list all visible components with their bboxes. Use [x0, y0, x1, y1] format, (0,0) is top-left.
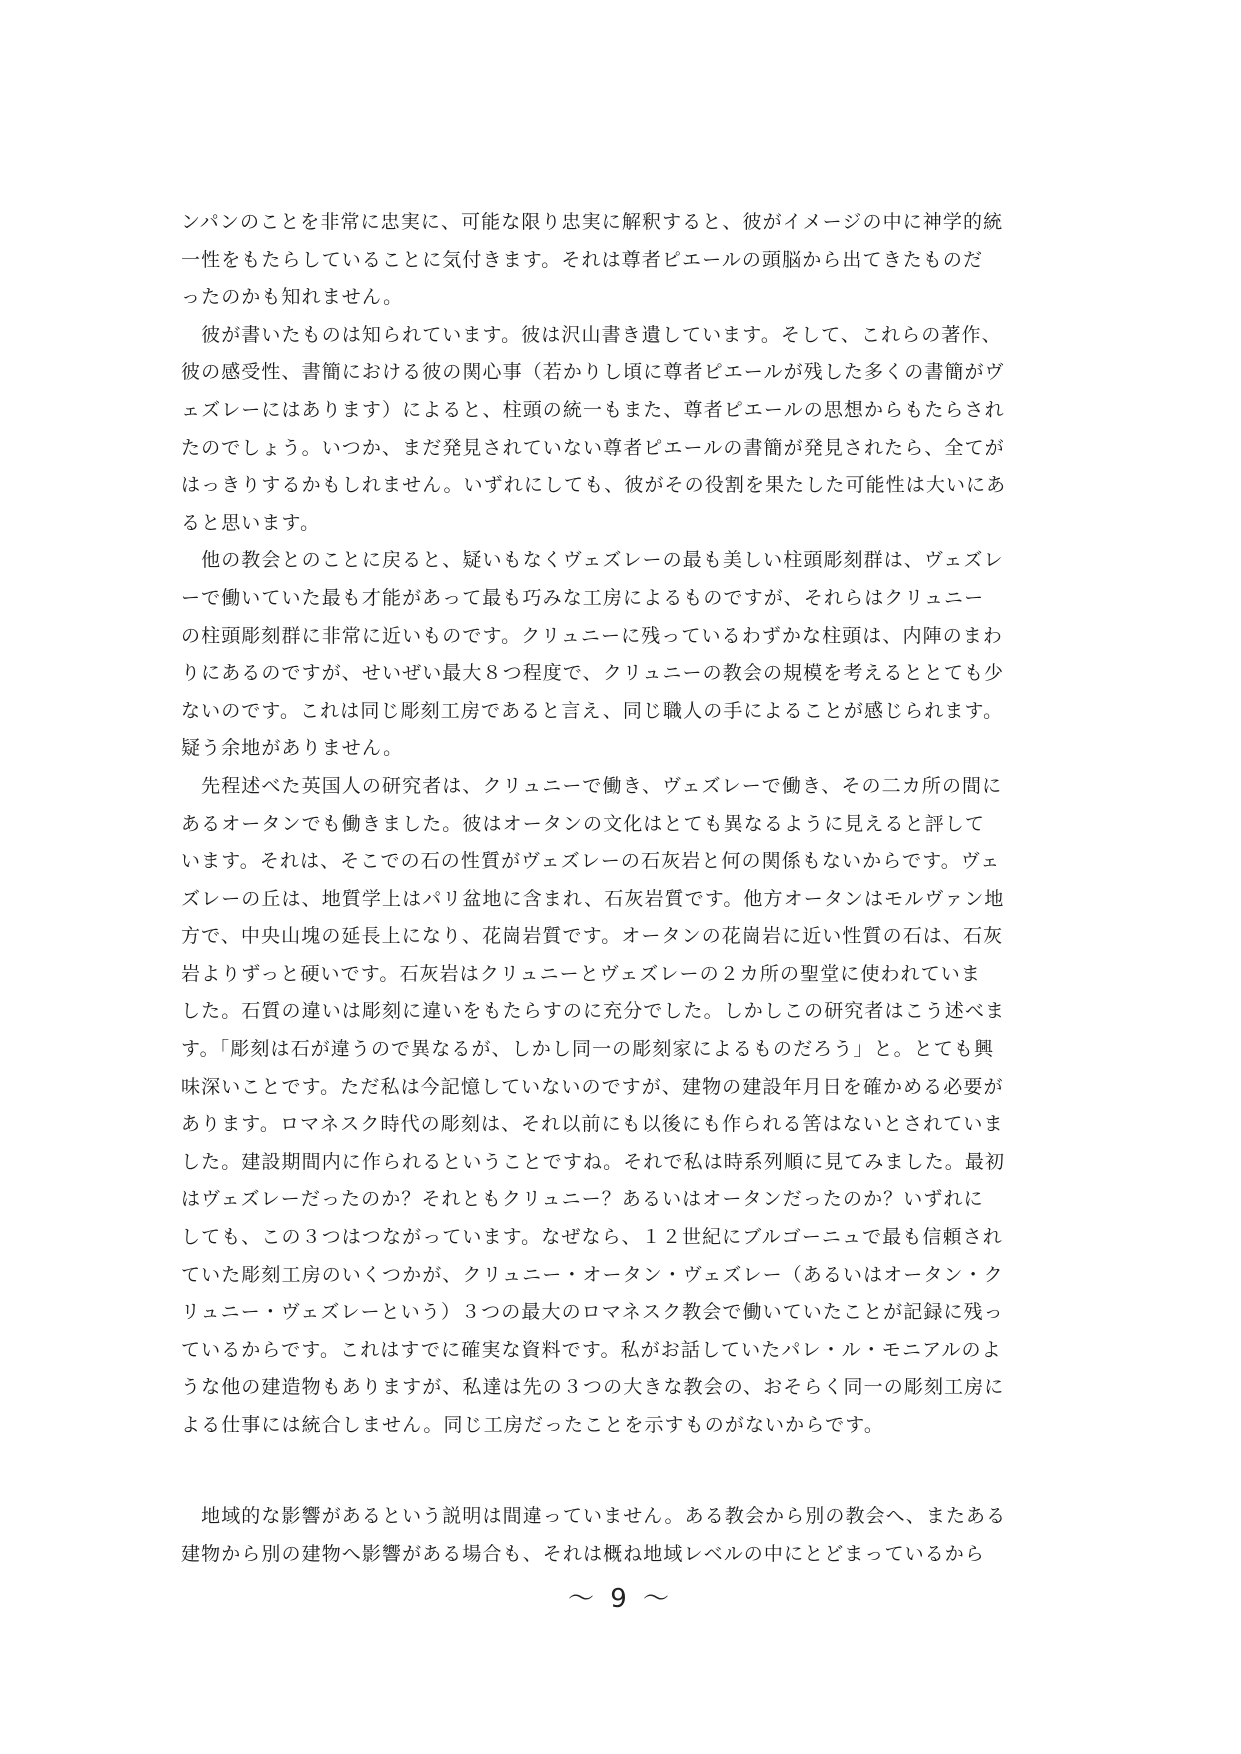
text-line: ないのです。これは同じ彫刻工房であると言え、同じ職人の手によることが感じられます。 — [181, 699, 1004, 722]
text-line: あります。ロマネスク時代の彫刻は、それ以前にも以後にも作られる筈はないとされていま — [181, 1113, 1004, 1136]
text-line: ていた彫刻工房のいくつかが、クリュニー・オータン・ヴェズレー（あるいはオータン・ク — [181, 1263, 1004, 1286]
text-line: りにあるのですが、せいぜい最大８つ程度で、クリュニーの教会の規模を考えるととても少 — [181, 662, 1005, 685]
text-line: 味深いことです。ただ私は今記憶していないのですが、建物の建設年月日を確かめる必要が — [181, 1075, 1004, 1098]
text-line: 一性をもたらしていることに気付きます。それは尊者ピエールの頭脳から出てきたものだ — [181, 248, 984, 271]
text-line: 疑う余地がありません。 — [181, 737, 404, 760]
page-number: ～ 9 ～ — [567, 1584, 674, 1614]
text-line: ェズレーにはあります）によると、柱頭の統一もまた、尊者ピエールの思想からもたらされ — [181, 398, 1005, 421]
text-line: ると思います。 — [181, 511, 321, 534]
text-line: す。「彫刻は石が違うので異なるが、しかし同一の彫刻家によるものだろう」と。とても興 — [181, 1038, 995, 1061]
text-line: リュニー・ヴェズレーという）３つの最大のロマネスク教会で働いていたことが記録に残っ — [181, 1301, 1004, 1324]
text-line: 方で、中央山塊の延長上になり、花崗岩質です。オータンの花崗岩に近い性質の石は、石灰 — [181, 925, 1004, 948]
text-line: 彼が書いたものは知られています。彼は沢山書き遺しています。そして、これらの著作、 — [181, 323, 1002, 346]
text-line: 他の教会とのことに戻ると、疑いもなくヴェズレーの最も美しい柱頭彫刻群は、ヴェズレ — [181, 549, 1004, 572]
body-text-block — [181, 1498, 1071, 1573]
text-line: あるオータンでも働きました。彼はオータンの文化はとても異なるように見えると評して — [181, 812, 986, 835]
text-line: ているからです。これはすでに確実な資料です。私がお話していたパレ・ル・モニアルのよ — [181, 1338, 1002, 1361]
text-line: 先程述べた英国人の研究者は、クリュニーで働き、ヴェズレーで働き、その二カ所の間に — [181, 774, 1003, 797]
text-line: 彼の感受性、書簡における彼の関心事（若かりし頃に尊者ピエールが残した多くの書簡がヴ — [181, 361, 1005, 384]
text-line: ーで働いていた最も才能があって最も巧みな工房によるものですが、それらはクリュニー — [181, 586, 985, 609]
text-line: うな他の建造物もありますが、私達は先の３つの大きな教会の、おそらく同一の彫刻工房に — [181, 1376, 1005, 1399]
text-line: 岩よりずっと硬いです。石灰岩はクリュニーとヴェズレーの２カ所の聖堂に使われていま — [181, 962, 982, 985]
text-line: たのでしょう。いつか、まだ発見されていない尊者ピエールの書簡が発見されたら、全てが — [181, 436, 1005, 459]
text-line: しても、この３つはつながっています。なぜなら、１２世紀にブルゴーニュで最も信頼され — [181, 1226, 1003, 1249]
text-line: の柱頭彫刻群に非常に近いものです。クリュニーに残っているわずかな柱頭は、内陣のまわ — [181, 624, 1004, 647]
text-line: 地域的な影響があるという説明は間違っていません。ある教会から別の教会へ、またある — [181, 1505, 1007, 1527]
text-line: います。それは、そこでの石の性質がヴェズレーの石灰岩と何の関係もないからです。ヴェ — [181, 850, 1001, 873]
body-text-block — [181, 204, 1071, 1445]
text-line: した。石質の違いは彫刻に違いをもたらすのに充分でした。しかしこの研究者はこう述べま — [181, 1000, 1006, 1023]
text-line: はっきりするかもしれません。いずれにしても、彼がその役割を果たした可能性は大いにあ — [181, 474, 1007, 497]
text-line: ったのかも知れません。 — [181, 286, 404, 309]
text-line: ンパンのことを非常に忠実に、可能な限り忠実に解釈すると、彼がイメージの中に神学的統 — [181, 211, 1004, 233]
text-line: ズレーの丘は、地質学上はパリ盆地に含まれ、石灰岩質です。他方オータンはモルヴァン地 — [181, 887, 1005, 910]
text-line: 建物から別の建物へ影響がある場合も、それは概ね地域レベルの中にとどまっているから — [181, 1542, 986, 1565]
text-line: はヴェズレーだったのか？それともクリュニー？あるいはオータンだったのか？いずれに — [181, 1188, 984, 1211]
text-line: よる仕事には統合しません。同じ工房だったことを示すものがないからです。 — [181, 1414, 884, 1436]
text-line: した。建設期間内に作られるということですね。それで私は時系列順に見てみました。最初 — [181, 1150, 1006, 1173]
